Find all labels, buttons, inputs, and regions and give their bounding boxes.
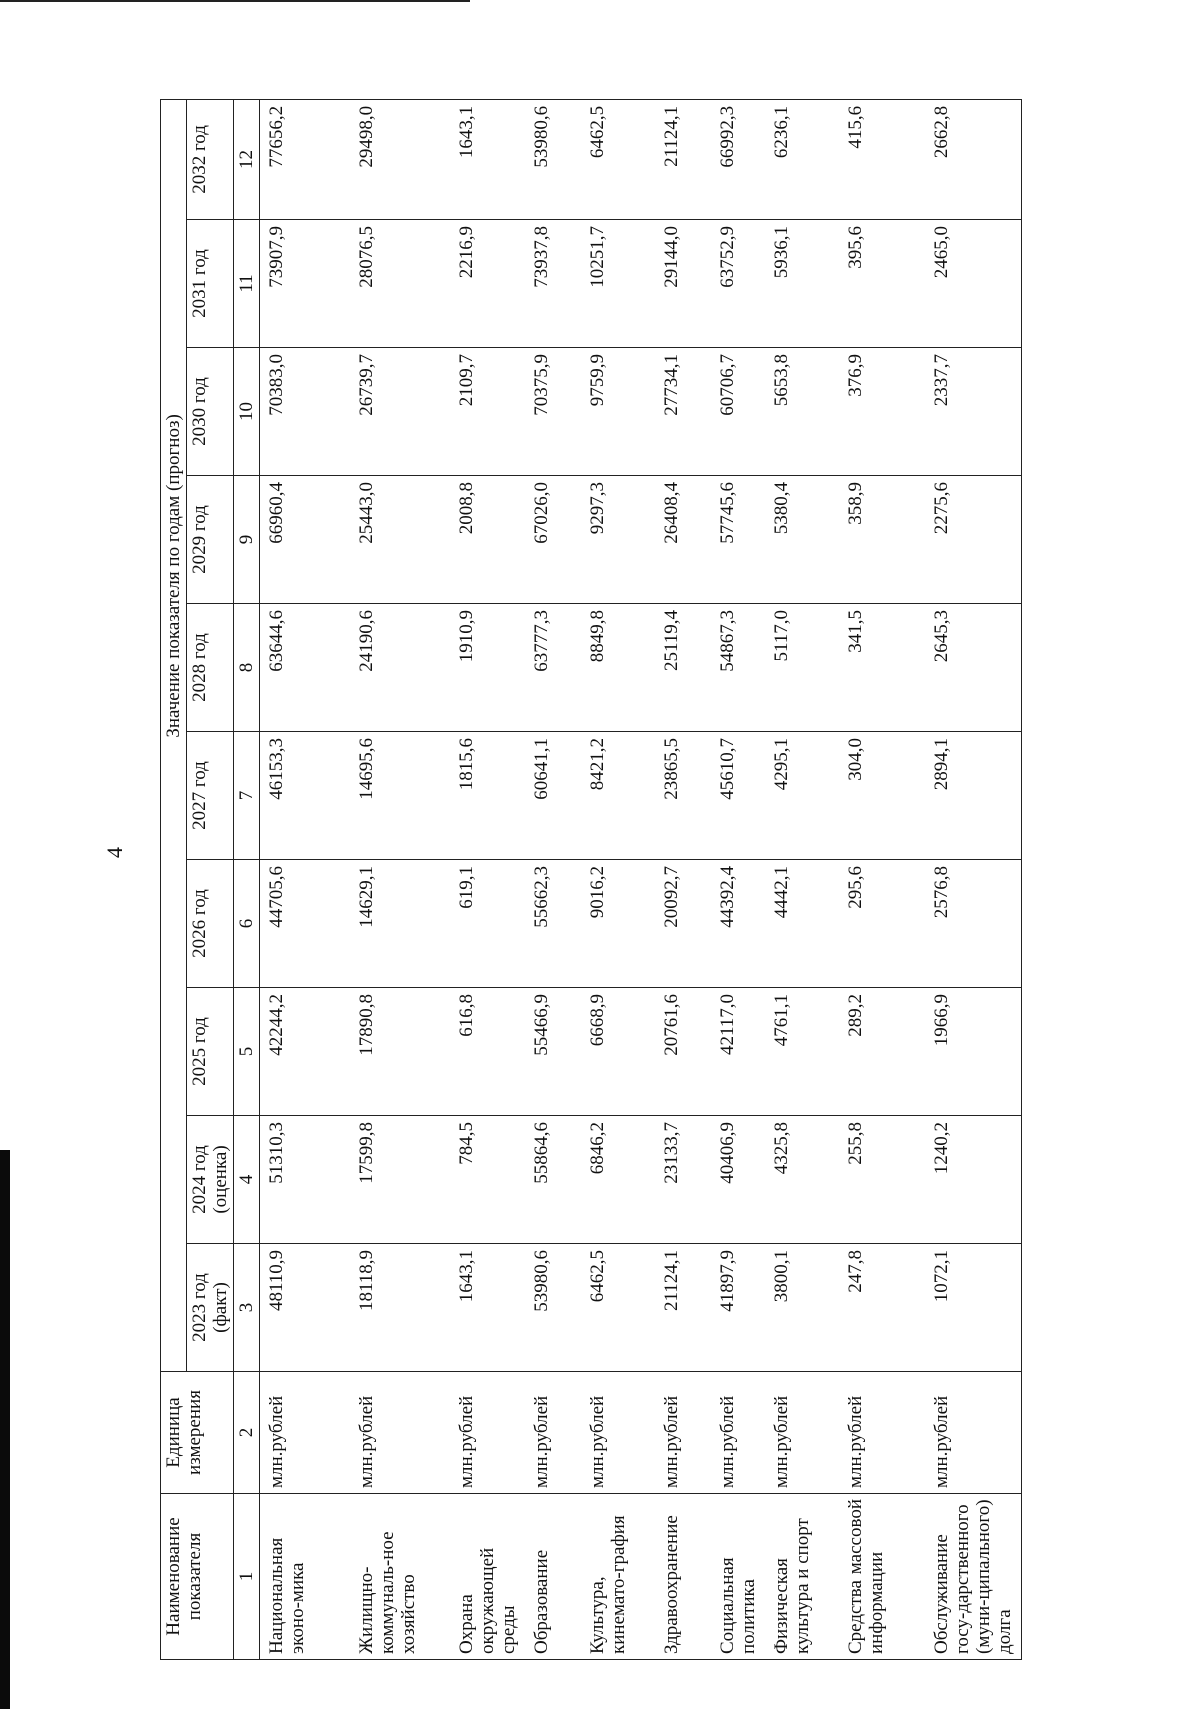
row-value: 70383,0 (260, 348, 350, 476)
row-value: 5936,1 (765, 220, 839, 348)
row-value: 295,6 (839, 860, 925, 988)
row-value: 5117,0 (765, 604, 839, 732)
header-year: 2023 год (факт) (187, 1244, 234, 1372)
row-value: 77656,2 (260, 99, 350, 219)
row-value: 20092,7 (655, 860, 711, 988)
row-value: 25119,4 (655, 604, 711, 732)
row-value: 9759,9 (581, 348, 655, 476)
row-value: 395,6 (839, 220, 925, 348)
header-column-number: 6 (234, 860, 260, 988)
row-value: 17599,8 (350, 1116, 450, 1244)
header-indicator-name: Наименование показателя (161, 1494, 234, 1660)
row-value: 6236,1 (765, 99, 839, 219)
table-row (839, 99, 925, 1659)
row-value: 10251,7 (581, 220, 655, 348)
row-value: 73907,9 (260, 220, 350, 348)
row-value: 1643,1 (450, 1244, 525, 1372)
row-unit: млн.рублей (839, 1372, 925, 1494)
row-indicator-name: Национальная эконо-мика (260, 1494, 350, 1660)
row-value: 4325,8 (765, 1116, 839, 1244)
row-value: 55662,3 (525, 860, 581, 988)
row-value: 44705,6 (260, 860, 350, 988)
header-column-numbers-row (234, 99, 260, 1659)
budget-forecast-table (160, 99, 1022, 1660)
row-value: 42117,0 (711, 988, 765, 1116)
row-value: 358,9 (839, 476, 925, 604)
row-value: 14629,1 (350, 860, 450, 988)
row-value: 45610,7 (711, 732, 765, 860)
row-value: 619,1 (450, 860, 525, 988)
row-value: 2216,9 (450, 220, 525, 348)
row-value: 66960,4 (260, 476, 350, 604)
row-value: 18118,9 (350, 1244, 450, 1372)
row-value: 341,5 (839, 604, 925, 732)
row-value: 73937,8 (525, 220, 581, 348)
header-column-number: 12 (234, 99, 260, 219)
row-value: 1643,1 (450, 99, 525, 219)
row-value: 53980,6 (525, 99, 581, 219)
row-value: 255,8 (839, 1116, 925, 1244)
header-unit: Единица измерения (161, 1372, 234, 1494)
row-value: 57745,6 (711, 476, 765, 604)
row-value: 1815,6 (450, 732, 525, 860)
row-indicator-name: Жилищно-коммуналь-ное хозяйство (350, 1494, 450, 1660)
row-value: 9297,3 (581, 476, 655, 604)
row-value: 17890,8 (350, 988, 450, 1116)
header-column-number: 10 (234, 348, 260, 476)
row-value: 24190,6 (350, 604, 450, 732)
row-value: 21124,1 (655, 99, 711, 219)
row-value: 6846,2 (581, 1116, 655, 1244)
row-value: 2645,3 (925, 604, 1022, 732)
row-value: 63752,9 (711, 220, 765, 348)
row-value: 3800,1 (765, 1244, 839, 1372)
row-value: 2894,1 (925, 732, 1022, 860)
table-row (450, 99, 525, 1659)
table-row (260, 99, 350, 1659)
header-column-number: 7 (234, 732, 260, 860)
row-value: 53980,6 (525, 1244, 581, 1372)
row-unit: млн.рублей (765, 1372, 839, 1494)
table-row (581, 99, 655, 1659)
row-value: 27734,1 (655, 348, 711, 476)
header-year: 2030 год (187, 348, 234, 476)
row-value: 2662,8 (925, 99, 1022, 219)
row-unit: млн.рублей (350, 1372, 450, 1494)
row-unit: млн.рублей (260, 1372, 350, 1494)
row-value: 28076,5 (350, 220, 450, 348)
header-year: 2027 год (187, 732, 234, 860)
header-column-number: 2 (234, 1372, 260, 1494)
row-value: 247,8 (839, 1244, 925, 1372)
row-indicator-name: Культура, кинемато-графия (581, 1494, 655, 1660)
row-value: 8849,8 (581, 604, 655, 732)
row-value: 63644,6 (260, 604, 350, 732)
row-unit: млн.рублей (581, 1372, 655, 1494)
header-year: 2032 год (187, 99, 234, 219)
header-values-group (161, 99, 187, 1371)
row-indicator-name: Средства массовой информации (839, 1494, 925, 1660)
row-value: 2008,8 (450, 476, 525, 604)
header-year: 2026 год (187, 860, 234, 988)
row-value: 51310,3 (260, 1116, 350, 1244)
row-value: 60641,1 (525, 732, 581, 860)
row-value: 1966,9 (925, 988, 1022, 1116)
table-row (350, 99, 450, 1659)
row-value: 21124,1 (655, 1244, 711, 1372)
row-value: 9016,2 (581, 860, 655, 988)
row-value: 66992,3 (711, 99, 765, 219)
row-value: 25443,0 (350, 476, 450, 604)
row-value: 376,9 (839, 348, 925, 476)
table-row (655, 99, 711, 1659)
row-value: 26739,7 (350, 348, 450, 476)
header-column-number: 8 (234, 604, 260, 732)
row-value: 46153,3 (260, 732, 350, 860)
header-column-number: 4 (234, 1116, 260, 1244)
row-value: 2465,0 (925, 220, 1022, 348)
header-column-number: 11 (234, 220, 260, 348)
header-year: 2024 год (оценка) (187, 1116, 234, 1244)
row-value: 42244,2 (260, 988, 350, 1116)
header-column-number: 9 (234, 476, 260, 604)
row-value: 5653,8 (765, 348, 839, 476)
row-indicator-name: Образование (525, 1494, 581, 1660)
header-column-number: 5 (234, 988, 260, 1116)
row-value: 29498,0 (350, 99, 450, 219)
row-value: 1910,9 (450, 604, 525, 732)
row-value: 23133,7 (655, 1116, 711, 1244)
row-value: 1240,2 (925, 1116, 1022, 1244)
row-value: 616,8 (450, 988, 525, 1116)
header-year: 2028 год (187, 604, 234, 732)
row-value: 2109,7 (450, 348, 525, 476)
row-value: 2576,8 (925, 860, 1022, 988)
header-year: 2029 год (187, 476, 234, 604)
row-unit: млн.рублей (655, 1372, 711, 1494)
row-value: 1072,1 (925, 1244, 1022, 1372)
row-value: 55466,9 (525, 988, 581, 1116)
header-values-group-label: Значение показателя по годам (прогноз) (163, 414, 184, 738)
row-value: 54867,3 (711, 604, 765, 732)
row-value: 60706,7 (711, 348, 765, 476)
row-value: 4761,1 (765, 988, 839, 1116)
header-year: 2031 год (187, 220, 234, 348)
row-value: 2275,6 (925, 476, 1022, 604)
row-unit: млн.рублей (525, 1372, 581, 1494)
row-value: 6462,5 (581, 99, 655, 219)
row-value: 20761,6 (655, 988, 711, 1116)
header-year: 2025 год (187, 988, 234, 1116)
row-value: 6668,9 (581, 988, 655, 1116)
scan-artifact-left-edge (0, 1150, 10, 1709)
row-value: 44392,4 (711, 860, 765, 988)
row-value: 26408,4 (655, 476, 711, 604)
row-value: 289,2 (839, 988, 925, 1116)
table-row (525, 99, 581, 1659)
page-number: 4 (102, 847, 127, 858)
row-unit: млн.рублей (925, 1372, 1022, 1494)
row-value: 63777,3 (525, 604, 581, 732)
row-value: 5380,4 (765, 476, 839, 604)
row-value: 304,0 (839, 732, 925, 860)
row-value: 23865,5 (655, 732, 711, 860)
header-column-number: 1 (234, 1494, 260, 1660)
row-value: 41897,9 (711, 1244, 765, 1372)
row-unit: млн.рублей (450, 1372, 525, 1494)
table-row (925, 99, 1022, 1659)
row-value: 4442,1 (765, 860, 839, 988)
rotated-table-wrapper (160, 100, 1040, 1660)
table-row (711, 99, 765, 1659)
row-value: 2337,7 (925, 348, 1022, 476)
row-value: 70375,9 (525, 348, 581, 476)
row-indicator-name: Охрана окружающей среды (450, 1494, 525, 1660)
row-value: 40406,9 (711, 1116, 765, 1244)
table-body (260, 99, 1022, 1659)
row-indicator-name: Здравоохранение (655, 1494, 711, 1660)
scan-artifact-top-line (0, 0, 470, 2)
table-row (765, 99, 839, 1659)
header-column-number: 3 (234, 1244, 260, 1372)
row-indicator-name: Обслуживание госу-дарственного (муни-ципального) долга (925, 1494, 1022, 1660)
row-value: 67026,0 (525, 476, 581, 604)
row-indicator-name: Физическая культура и спорт (765, 1494, 839, 1660)
row-value: 55864,6 (525, 1116, 581, 1244)
row-value: 6462,5 (581, 1244, 655, 1372)
row-value: 784,5 (450, 1116, 525, 1244)
row-value: 29144,0 (655, 220, 711, 348)
row-value: 48110,9 (260, 1244, 350, 1372)
row-value: 4295,1 (765, 732, 839, 860)
row-value: 415,6 (839, 99, 925, 219)
row-value: 8421,2 (581, 732, 655, 860)
row-unit: млн.рублей (711, 1372, 765, 1494)
row-value: 14695,6 (350, 732, 450, 860)
row-indicator-name: Социальная политика (711, 1494, 765, 1660)
